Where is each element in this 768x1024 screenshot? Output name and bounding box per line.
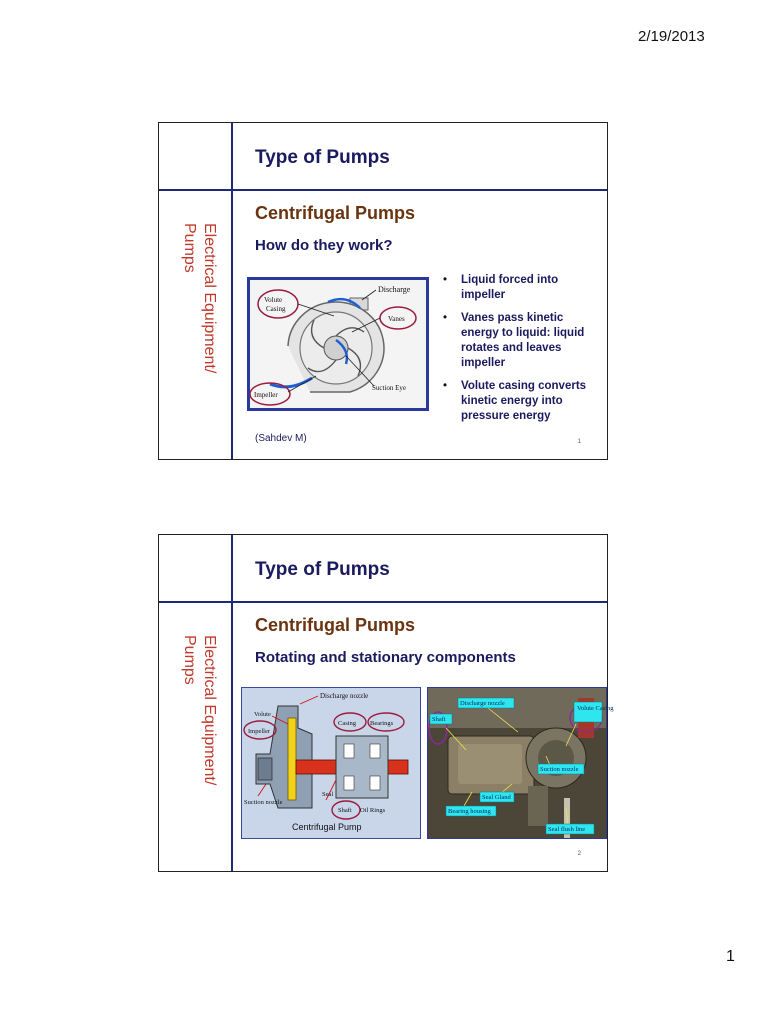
diagram-label-discharge: Discharge [378,285,411,294]
section-label-discharge-nozzle: Discharge nozzle [320,692,369,700]
slide-subtitle: Centrifugal Pumps [255,615,416,635]
slide-heading: How do they work? [255,237,393,254]
diagram-label-vanes: Vanes [388,315,405,323]
slide-title: Type of Pumps [255,147,390,168]
side-label-line1: Electrical Equipment/ [201,223,218,374]
pump-cutaway-diagram [247,277,429,411]
section-label-bearings: Bearings [370,720,394,727]
bullet-dot: • [443,312,448,324]
section-label-suction-nozzle: Suction nozzle [244,799,283,806]
section-label-impeller: Impeller [248,728,271,735]
title-rule [159,189,607,191]
photo-label-discharge-nozzle: Discharge nozzle [460,700,505,707]
side-label [165,635,231,815]
slide-number: 1 [577,439,581,445]
diagram-label-casing: Casing [266,305,286,313]
pump-section-svg [242,688,420,838]
photo-label-seal-flush-line: Seal flush line [548,826,586,833]
side-label-line1: Electrical Equipment/ [201,635,218,786]
slide-number: 2 [577,851,581,857]
page-date: 2/19/2013 [638,28,705,45]
diagram-label-suction-eye: Suction Eye [372,384,407,392]
photo-label-suction-nozzle: Suction nozzle [540,766,579,773]
slide-title: Type of Pumps [255,559,390,580]
photo-label-seal-gland: Seal Gland [482,794,511,801]
slide-subtitle: Centrifugal Pumps [255,203,416,223]
bullet-item [443,379,603,424]
pump-photo [427,687,614,839]
bullet-item [443,311,603,371]
source-caption: (Sahdev M) [255,433,307,444]
bullet-dot: • [443,274,448,286]
bullet-dot: • [443,380,448,392]
section-label-shaft: Shaft [338,807,352,814]
bullet-text: Liquid forced into impeller [461,274,559,301]
pump-section-diagram [241,687,421,839]
pump-photo-svg [428,688,614,838]
section-caption: Centrifugal Pump [292,822,362,832]
slide-2 [158,534,614,872]
title-rule [159,601,607,603]
diagram-label-volute: Volute [264,296,283,304]
slide-1 [158,122,608,460]
section-label-seal: Seal [322,791,334,798]
pump-diagram-svg [250,280,426,408]
photo-label-shaft: Shaft [432,716,446,723]
section-label-oil-rings: Oil Rings [360,807,386,814]
bullet-text: Volute casing converts kinetic energy into pressure energy [461,380,587,422]
bullet-text: Vanes pass kinetic energy to liquid: liquid rotates and leaves impeller [461,312,585,369]
side-label-line2: Pumps [181,223,198,273]
photo-label-bearing-housing: Bearing housing [448,808,491,815]
bullet-list [443,273,603,432]
page-number: 1 [726,948,735,965]
side-label [165,223,231,403]
bullet-item [443,273,603,303]
slide-heading: Rotating and stationary components [255,649,516,666]
photo-label-volute-casing: Volute Casing [577,705,614,712]
side-label-line2: Pumps [181,635,198,685]
diagram-label-impeller: Impeller [254,391,278,399]
section-label-volute: Volute [254,711,271,718]
section-label-casing: Casing [338,720,357,727]
